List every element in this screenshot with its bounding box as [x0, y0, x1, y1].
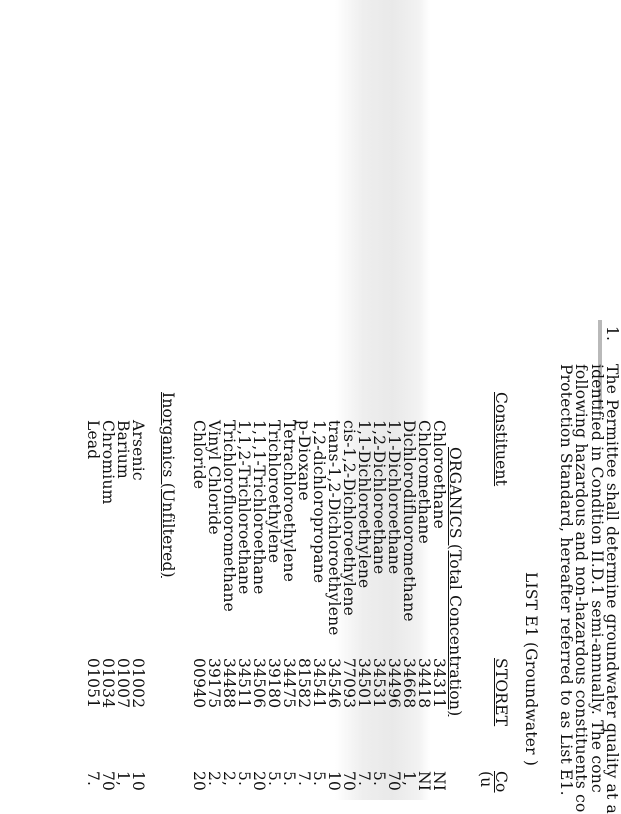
table-row-conc: 2. — [205, 771, 223, 787]
table-row-conc: 1, — [400, 771, 418, 787]
table-row-conc: 5. — [370, 771, 388, 787]
table-row-conc: 10 — [129, 771, 147, 792]
table-row-conc: 1, — [114, 771, 132, 787]
table-row-storet: 34311 — [430, 658, 448, 709]
table-row-storet: 34488 — [220, 658, 238, 709]
table-row-storet: 34506 — [250, 658, 268, 709]
table-row-conc: 5. — [280, 771, 298, 787]
table-row-name: Chloromethane — [415, 420, 433, 544]
table-row-conc: NI — [415, 771, 433, 792]
table-row-name: Trichloroethylene — [265, 420, 283, 564]
table-row-conc: 7. — [355, 771, 373, 787]
table-row-storet: 34546 — [325, 658, 343, 709]
table-row-conc: 2, — [220, 771, 238, 787]
table-row-conc: 20 — [190, 771, 208, 792]
table-row-storet: 00940 — [190, 658, 208, 709]
table-row-name: Dichlorodifluoromethane — [400, 420, 418, 622]
table-row-storet: 01007 — [114, 658, 132, 709]
table-row-name: trans-1,2-Dichloroethylene — [325, 420, 343, 636]
organics-header: ORGANICS (Total Concentration) — [446, 447, 464, 717]
table-row-storet: 39175 — [205, 658, 223, 709]
table-row-conc: NI — [430, 771, 448, 792]
table-row-name: 1,2-dichloropropane — [310, 420, 328, 584]
table-row-name: cis-1,2-Dichloroethylene — [340, 420, 358, 617]
table-row-storet: 01002 — [129, 658, 147, 709]
table-row-name: Chromium — [99, 420, 117, 505]
table-row-name: Chloroethane — [430, 420, 448, 530]
table-row-conc: 7. — [295, 771, 313, 787]
inorganics-header: Inorganics (Unfiltered) — [159, 392, 177, 578]
table-row-name: Vinyl Chloride — [205, 420, 223, 535]
table-row-storet: 34541 — [310, 658, 328, 709]
table-row-name: Trichlorofluoromethane — [220, 420, 238, 613]
table-row-storet: 34511 — [235, 658, 253, 709]
list-title: LIST E1 (Groundwater ) — [522, 572, 540, 767]
table-row-name: 1,1,1-Trichloroethane — [250, 420, 268, 595]
table-row-conc: 5. — [235, 771, 253, 787]
table-row-storet: 34418 — [415, 658, 433, 709]
column-header-concentration: Co — [492, 771, 510, 793]
table-row-storet: 34668 — [400, 658, 418, 709]
table-row-conc: 10 — [325, 771, 343, 792]
table-row-conc: 70 — [99, 771, 117, 792]
table-row-storet: 39180 — [265, 658, 283, 709]
list-number: 1. — [603, 326, 621, 342]
table-row-name: p-Dioxane — [295, 420, 313, 501]
column-header-storet: STORET — [492, 658, 510, 727]
table-row-storet: 34475 — [280, 658, 298, 709]
table-row-name: 1,1,2-Trichloroethane — [235, 420, 253, 595]
intro-line-1: The Permittee shall determine groundwater quality at a — [603, 364, 621, 814]
table-row-name: 1,2-Dichloroethane — [370, 420, 388, 575]
table-row-name: 1,1-Dichloroethylene — [355, 420, 373, 589]
table-row-name: Lead — [84, 420, 102, 460]
table-row-conc: 70 — [385, 771, 403, 792]
column-header-units: (u — [477, 771, 495, 788]
table-row-storet: 34496 — [385, 658, 403, 709]
table-row-conc: 7. — [84, 771, 102, 787]
table-row-name: 1,1-Dichloroethane — [385, 420, 403, 575]
table-row-storet: 01051 — [84, 658, 102, 709]
intro-line-2: identified in Condition II.D.1 semi-annually. The conc — [588, 364, 606, 793]
table-row-conc: 5. — [265, 771, 283, 787]
intro-line-3: following hazardous and non-hazardous constituents co — [572, 364, 590, 813]
intro-line-4: Protection Standard, hereafter referred to as List E1. — [557, 364, 575, 796]
table-row-storet: 34531 — [370, 658, 388, 709]
table-row-conc: 5. — [310, 771, 328, 787]
table-row-name: Arsenic — [129, 420, 147, 481]
column-header-constituent: Constituent — [492, 392, 510, 487]
table-row-name: Chloride — [190, 420, 208, 490]
table-row-conc: 70 — [340, 771, 358, 792]
table-row-name: Tetrachloroethylene — [280, 420, 298, 583]
table-row-conc: 20 — [250, 771, 268, 792]
table-row-storet: 81582 — [295, 658, 313, 709]
table-row-storet: 34501 — [355, 658, 373, 709]
table-row-storet: 01034 — [99, 658, 117, 709]
table-row-storet: 77093 — [340, 658, 358, 709]
table-row-name: Barium — [114, 420, 132, 479]
